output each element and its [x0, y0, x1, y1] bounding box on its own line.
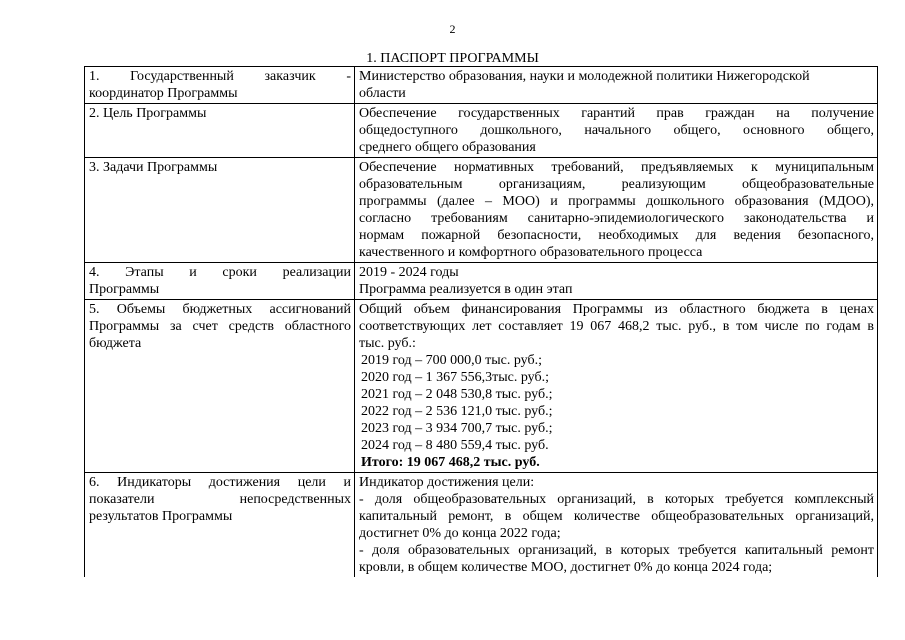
year-funding-item: 2023 год – 3 934 700,7 тыс. руб.;: [361, 421, 553, 436]
table-row: [85, 67, 878, 104]
row-value-indicators: [355, 473, 878, 578]
table-row: [85, 300, 878, 473]
table-row: [85, 473, 878, 578]
value-line: программы (далее – МОО) и программы дошкольного образования (МДОО),: [359, 194, 874, 209]
value-line: образовательным организациям, реализующим общеобразовательные: [359, 177, 874, 192]
value-line: качественного и комфортного образовательного процесса: [359, 245, 703, 260]
value-line: Индикатор достижения цели:: [359, 475, 535, 490]
row-value-stages: [355, 263, 878, 300]
row-value-budget: [355, 300, 878, 473]
year-funding-item: 2021 год – 2 048 530,8 тыс. руб.;: [361, 387, 553, 402]
label-line: 1. Государственный заказчик -: [89, 69, 351, 84]
year-funding-item: 2019 год – 700 000,0 тыс. руб.;: [361, 353, 542, 368]
table-row: [85, 104, 878, 158]
label-line: бюджета: [89, 336, 142, 351]
row-value-tasks: [355, 158, 878, 263]
value-line: - доля общеобразовательных организаций, в которых требуется комплексный: [359, 492, 874, 507]
value-line: согласно требованиям санитарно-эпидемиологического законодательства и: [359, 211, 874, 226]
program-passport-table: [84, 66, 878, 577]
label-line: 4. Этапы и сроки реализации: [89, 265, 351, 280]
label-line: Программы: [89, 282, 160, 297]
table-row: [85, 158, 878, 263]
value-line: среднего общего образования: [359, 140, 536, 155]
label-line: 5. Объемы бюджетных ассигнований: [89, 302, 351, 317]
value-line: Обеспечение государственных гарантий прав граждан на получение: [359, 106, 874, 121]
row-label-customer: [85, 67, 355, 104]
value-line: нормам пожарной безопасности, необходимых для ведения безопасного,: [359, 228, 874, 243]
table-row: [85, 263, 878, 300]
total-funding: Итого: 19 067 468,2 тыс. руб.: [361, 455, 540, 470]
value-line: Обеспечение нормативных требований, предъявляемых к муниципальным: [359, 160, 874, 175]
value-line: Министерство образования, науки и молодежной политики Нижегородской: [359, 69, 810, 84]
label-line: 2. Цель Программы: [89, 106, 207, 121]
year-funding-item: 2022 год – 2 536 121,0 тыс. руб.;: [361, 404, 553, 419]
year-funding-item: 2020 год – 1 367 556,3тыс. руб.;: [361, 370, 549, 385]
value-line: Программа реализуется в один этап: [359, 282, 573, 297]
value-line: Общий объем финансирования Программы из областного бюджета в ценах: [359, 302, 874, 317]
row-label-budget: [85, 300, 355, 473]
value-line: общедоступного дошкольного, начального общего, основного общего,: [359, 123, 874, 138]
row-label-indicators: [85, 473, 355, 578]
value-line: соответствующих лет составляет 19 067 468,2 тыс. руб., в том числе по годам в: [359, 319, 874, 334]
label-line: 3. Задачи Программы: [89, 160, 218, 175]
page-number: 2: [449, 22, 456, 36]
document-title: 1. ПАСПОРТ ПРОГРАММЫ: [366, 51, 539, 66]
row-value-goal: [355, 104, 878, 158]
label-line: результатов Программы: [89, 509, 233, 524]
row-label-tasks: [85, 158, 355, 263]
label-line: координатор Программы: [89, 86, 238, 101]
value-line: капитальный ремонт, в общем количестве общеобразовательных организаций,: [359, 509, 874, 524]
value-line: кровли, в общем количестве МОО, достигнет 0% до конца 2024 года;: [359, 560, 773, 575]
year-funding-item: 2024 год – 8 480 559,4 тыс. руб.: [361, 438, 549, 453]
label-line: показатели непосредственных: [89, 492, 351, 507]
value-line: - доля образовательных организаций, в которых требуется капитальный ремонт: [359, 543, 874, 558]
value-line: 2019 - 2024 годы: [359, 265, 459, 280]
row-value-customer: [355, 67, 878, 104]
row-label-stages: [85, 263, 355, 300]
label-line: 6. Индикаторы достижения цели и: [89, 475, 351, 490]
value-line: области: [359, 86, 406, 101]
value-line: достигнет 0% до конца 2022 года;: [359, 526, 561, 541]
row-label-goal: [85, 104, 355, 158]
label-line: Программы за счет средств областного: [89, 319, 351, 334]
value-line: тыс. руб.:: [359, 336, 416, 351]
